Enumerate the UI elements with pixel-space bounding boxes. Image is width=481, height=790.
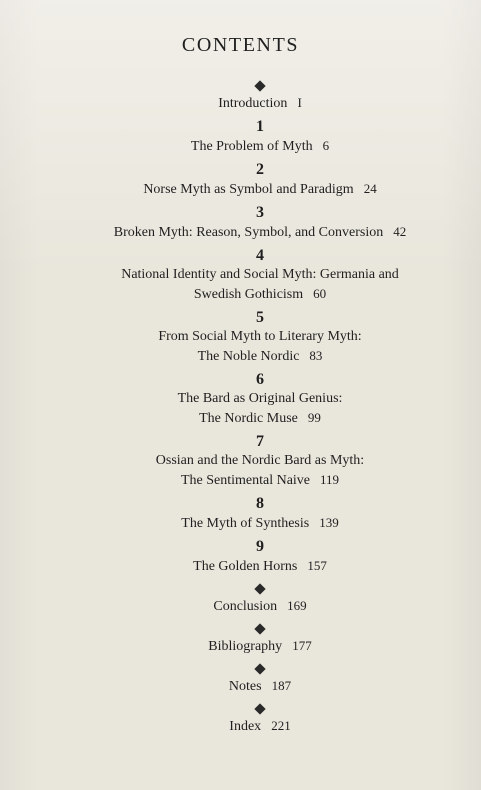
entry-title-line xyxy=(60,346,460,366)
diamond-shape xyxy=(254,80,265,91)
contents-entry xyxy=(60,661,460,696)
entry-title-line xyxy=(60,513,460,533)
contents-entry xyxy=(60,538,460,576)
page-number: 99 xyxy=(307,410,321,425)
page-number: 119 xyxy=(320,472,340,487)
entry-title-line xyxy=(60,222,460,242)
entry-title-line xyxy=(60,451,460,470)
entry-title: National Identity and Social Myth: Germania and xyxy=(121,267,399,282)
diamond-icon xyxy=(60,701,460,716)
entry-title-line xyxy=(60,265,460,284)
entry-title: Conclusion xyxy=(213,599,278,614)
page-number: 83 xyxy=(309,348,323,363)
entry-title: Introduction xyxy=(218,96,288,111)
page-number: 177 xyxy=(292,638,312,653)
page-number: 6 xyxy=(322,138,330,153)
chapter-number: 8 xyxy=(256,495,264,512)
entry-title: The Problem of Myth xyxy=(190,139,313,154)
diamond-icon xyxy=(60,661,460,676)
contents-entry xyxy=(60,621,460,656)
contents-entry xyxy=(60,78,460,113)
chapter-number: 1 xyxy=(256,118,264,135)
entry-title: Bibliography xyxy=(208,639,283,654)
entry-title-line xyxy=(60,93,460,113)
entry-title: From Social Myth to Literary Myth: xyxy=(158,329,362,344)
entry-title-line xyxy=(60,408,460,428)
contents-list xyxy=(60,78,460,736)
contents-entry xyxy=(60,433,460,490)
chapter-number: 2 xyxy=(256,161,264,178)
page-number: 24 xyxy=(363,181,377,196)
page-number: 42 xyxy=(393,224,407,239)
diamond-icon xyxy=(60,581,460,596)
entry-title: Broken Myth: Reason, Symbol, and Conversion xyxy=(113,225,384,240)
entry-title: The Sentimental Naive xyxy=(180,473,311,488)
contents-entry xyxy=(60,118,460,156)
entry-title: Notes xyxy=(228,679,262,694)
entry-title: Index xyxy=(229,719,262,734)
page-number: I xyxy=(297,95,302,110)
entry-title-line xyxy=(60,676,460,696)
page-number: 157 xyxy=(307,558,327,573)
entry-title: Ossian and the Nordic Bard as Myth: xyxy=(155,453,365,468)
chapter-number: 7 xyxy=(256,433,264,450)
entry-title: The Bard as Original Genius: xyxy=(177,391,343,406)
entry-title-line xyxy=(60,136,460,156)
contents-entry xyxy=(60,581,460,616)
diamond-icon xyxy=(60,621,460,636)
entry-title: The Nordic Muse xyxy=(199,411,298,426)
page-number: 221 xyxy=(271,718,291,733)
entry-title: Norse Myth as Symbol and Paradigm xyxy=(143,182,354,197)
chapter-number: 5 xyxy=(256,309,264,326)
contents-entry xyxy=(60,161,460,199)
diamond-shape xyxy=(254,623,265,634)
entry-title-line xyxy=(60,179,460,199)
entry-title-line xyxy=(60,327,460,346)
entry-title-line xyxy=(60,470,460,490)
chapter-number: 6 xyxy=(256,371,264,388)
entry-title: The Golden Horns xyxy=(193,559,298,574)
contents-entry xyxy=(60,309,460,366)
diamond-icon xyxy=(60,78,460,93)
entry-title-line xyxy=(60,389,460,408)
entry-title: The Myth of Synthesis xyxy=(181,516,310,531)
entry-title-line xyxy=(60,596,460,616)
diamond-shape xyxy=(254,703,265,714)
chapter-number: 3 xyxy=(256,204,264,221)
page-number: 187 xyxy=(271,678,292,693)
contents-entry xyxy=(60,495,460,533)
chapter-number: 9 xyxy=(256,538,264,555)
entry-title: The Noble Nordic xyxy=(197,349,300,364)
contents-entry xyxy=(60,701,460,736)
contents-entry xyxy=(60,204,460,242)
contents-entry xyxy=(60,247,460,304)
entry-title-line xyxy=(60,284,460,304)
page-title: CONTENTS xyxy=(181,34,300,56)
contents-entry xyxy=(60,371,460,428)
page-number: 169 xyxy=(287,598,307,613)
entry-title-line xyxy=(60,636,460,656)
diamond-shape xyxy=(254,583,265,594)
chapter-number: 4 xyxy=(256,247,264,264)
diamond-shape xyxy=(254,663,265,674)
page-number: 139 xyxy=(319,515,339,530)
entry-title-line xyxy=(60,716,460,736)
entry-title-line xyxy=(60,556,460,576)
entry-title: Swedish Gothicism xyxy=(193,287,304,302)
page-number: 60 xyxy=(313,286,327,301)
